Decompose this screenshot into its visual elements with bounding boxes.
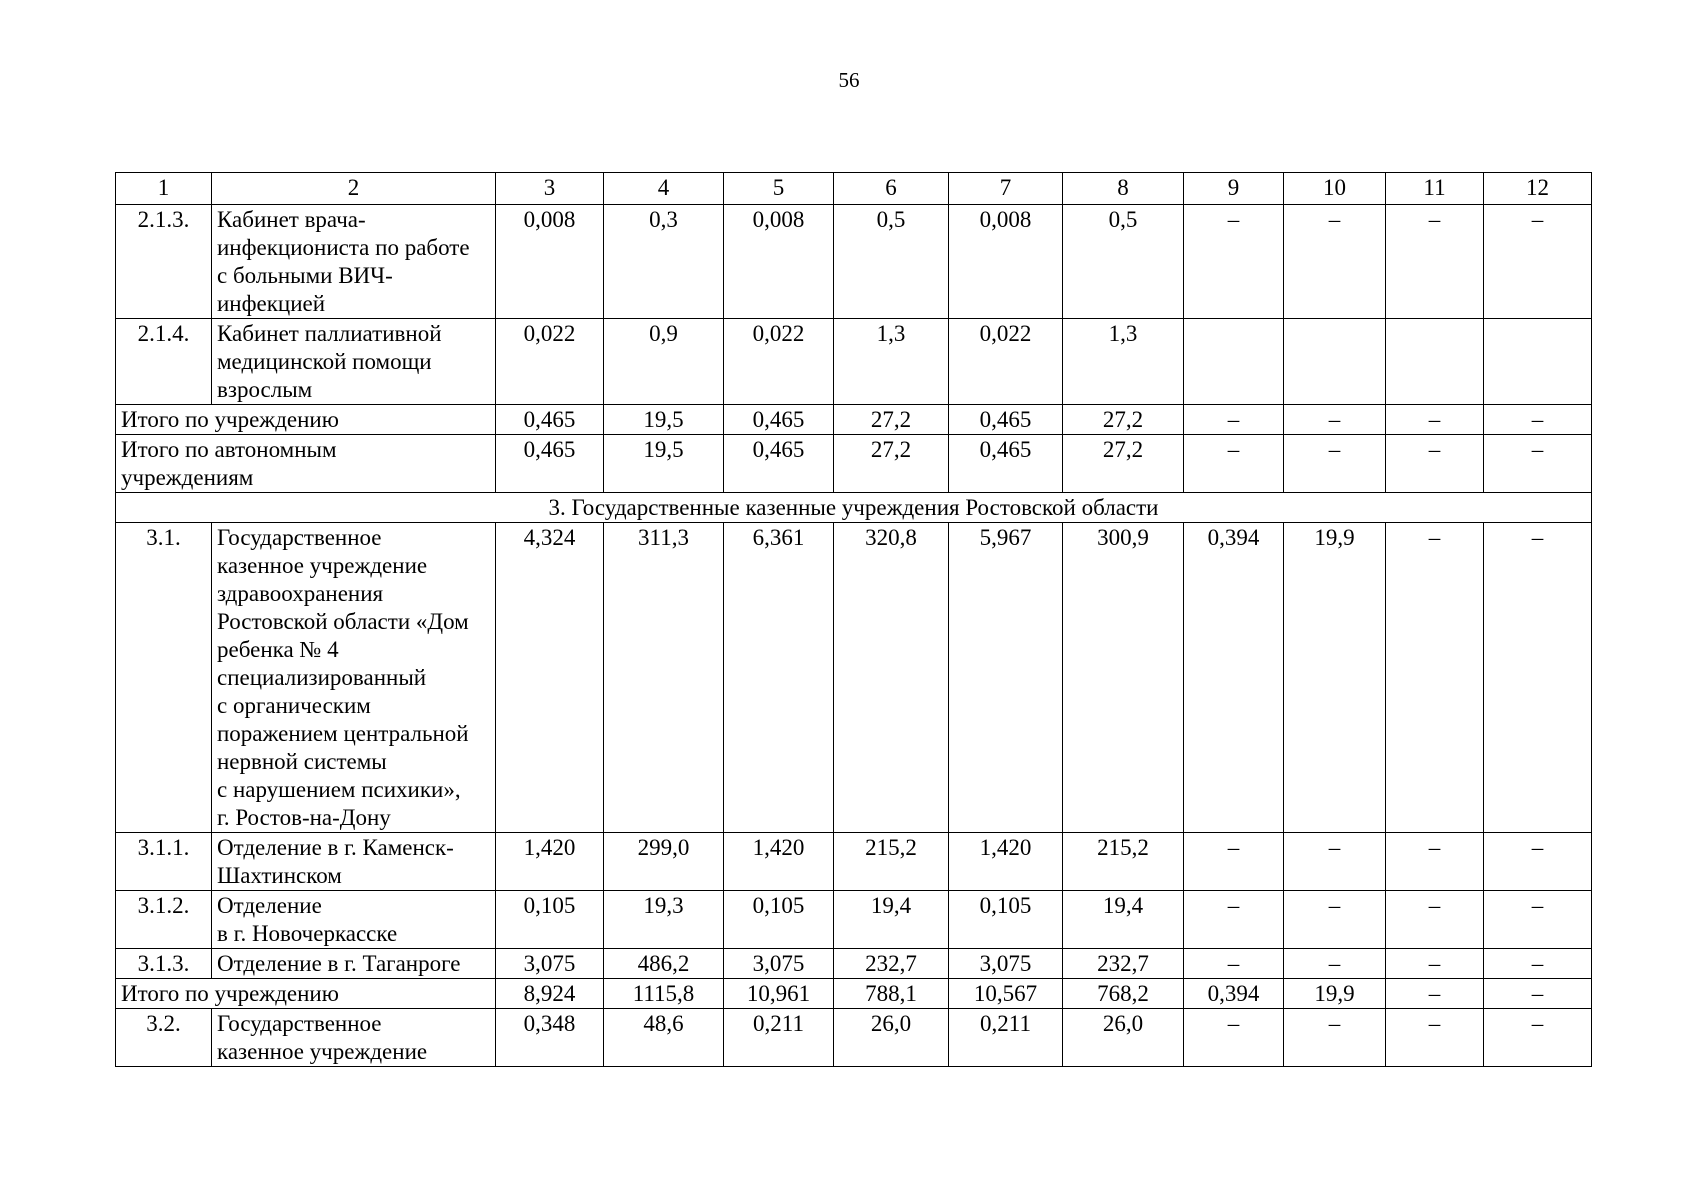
value-cell: – — [1184, 435, 1284, 493]
value-cell: 0,465 — [724, 435, 834, 493]
table-row — [116, 319, 1592, 405]
value-cell: 0,022 — [949, 319, 1063, 405]
value-cell: – — [1184, 405, 1284, 435]
value-cell: 8,924 — [496, 979, 604, 1009]
row-name: Кабинет врача- инфекциониста по работе с больными ВИЧ- инфекцией — [212, 205, 496, 319]
header-cell: 11 — [1386, 173, 1484, 205]
value-cell: 27,2 — [834, 435, 949, 493]
value-cell: 0,008 — [949, 205, 1063, 319]
value-cell: 4,324 — [496, 523, 604, 833]
value-cell: 27,2 — [1063, 405, 1184, 435]
value-cell: 0,105 — [496, 891, 604, 949]
value-cell: 19,9 — [1284, 523, 1386, 833]
value-cell: 19,5 — [604, 435, 724, 493]
table-row — [116, 523, 1592, 833]
value-cell: – — [1184, 949, 1284, 979]
value-cell: 1,420 — [724, 833, 834, 891]
row-number: 3.1. — [116, 523, 212, 833]
value-cell: 27,2 — [1063, 435, 1184, 493]
value-cell: 232,7 — [1063, 949, 1184, 979]
value-cell: – — [1184, 833, 1284, 891]
value-cell: 1,420 — [496, 833, 604, 891]
value-cell: 1115,8 — [604, 979, 724, 1009]
value-cell — [1284, 319, 1386, 405]
value-cell: 311,3 — [604, 523, 724, 833]
row-number: 3.2. — [116, 1009, 212, 1067]
value-cell — [1184, 319, 1284, 405]
section-row — [116, 493, 1592, 523]
value-cell: 0,211 — [949, 1009, 1063, 1067]
value-cell: – — [1184, 1009, 1284, 1067]
row-number: 3.1.3. — [116, 949, 212, 979]
header-cell: 3 — [496, 173, 604, 205]
value-cell: 0,465 — [496, 405, 604, 435]
value-cell: – — [1386, 523, 1484, 833]
header-cell: 6 — [834, 173, 949, 205]
row-name: Отделение в г. Каменск- Шахтинском — [212, 833, 496, 891]
value-cell: 300,9 — [1063, 523, 1184, 833]
value-cell: 232,7 — [834, 949, 949, 979]
total-row — [116, 435, 1592, 493]
value-cell: 0,105 — [724, 891, 834, 949]
value-cell: 19,4 — [834, 891, 949, 949]
value-cell: – — [1284, 405, 1386, 435]
total-label: Итого по учреждению — [116, 405, 496, 435]
total-row — [116, 405, 1592, 435]
value-cell: 26,0 — [1063, 1009, 1184, 1067]
value-cell: 0,348 — [496, 1009, 604, 1067]
value-cell: 48,6 — [604, 1009, 724, 1067]
table-header-row — [116, 173, 1592, 205]
value-cell: 0,5 — [1063, 205, 1184, 319]
value-cell: – — [1284, 1009, 1386, 1067]
value-cell: – — [1484, 523, 1592, 833]
table-row — [116, 891, 1592, 949]
value-cell: – — [1484, 205, 1592, 319]
value-cell: – — [1484, 405, 1592, 435]
value-cell: 26,0 — [834, 1009, 949, 1067]
value-cell: 19,4 — [1063, 891, 1184, 949]
row-number: 2.1.3. — [116, 205, 212, 319]
value-cell: 0,5 — [834, 205, 949, 319]
data-table — [115, 172, 1592, 1067]
value-cell: 320,8 — [834, 523, 949, 833]
value-cell: 10,567 — [949, 979, 1063, 1009]
total-row — [116, 979, 1592, 1009]
value-cell: 0,105 — [949, 891, 1063, 949]
table-row — [116, 949, 1592, 979]
row-name: Государственное казенное учреждение — [212, 1009, 496, 1067]
header-cell: 7 — [949, 173, 1063, 205]
row-name: Отделение в г. Таганроге — [212, 949, 496, 979]
header-cell: 4 — [604, 173, 724, 205]
table-row — [116, 1009, 1592, 1067]
header-cell: 2 — [212, 173, 496, 205]
row-number: 3.1.2. — [116, 891, 212, 949]
value-cell: 0,008 — [496, 205, 604, 319]
value-cell: – — [1184, 205, 1284, 319]
value-cell: – — [1386, 891, 1484, 949]
header-cell: 10 — [1284, 173, 1386, 205]
value-cell: 788,1 — [834, 979, 949, 1009]
value-cell: – — [1386, 405, 1484, 435]
table-row — [116, 205, 1592, 319]
value-cell: 19,5 — [604, 405, 724, 435]
value-cell: – — [1284, 833, 1386, 891]
value-cell: – — [1484, 833, 1592, 891]
value-cell: – — [1484, 891, 1592, 949]
value-cell: 0,465 — [724, 405, 834, 435]
row-number: 3.1.1. — [116, 833, 212, 891]
value-cell: 27,2 — [834, 405, 949, 435]
value-cell: 299,0 — [604, 833, 724, 891]
value-cell: – — [1484, 949, 1592, 979]
total-label: Итого по автономным учреждениям — [116, 435, 496, 493]
value-cell: 0,394 — [1184, 979, 1284, 1009]
value-cell: 0,394 — [1184, 523, 1284, 833]
header-cell: 1 — [116, 173, 212, 205]
value-cell: – — [1484, 1009, 1592, 1067]
value-cell: – — [1284, 949, 1386, 979]
value-cell: 5,967 — [949, 523, 1063, 833]
value-cell: – — [1386, 1009, 1484, 1067]
value-cell: 0,022 — [724, 319, 834, 405]
header-cell: 9 — [1184, 173, 1284, 205]
row-number: 2.1.4. — [116, 319, 212, 405]
header-cell: 12 — [1484, 173, 1592, 205]
value-cell: 19,9 — [1284, 979, 1386, 1009]
value-cell: 768,2 — [1063, 979, 1184, 1009]
value-cell: – — [1386, 833, 1484, 891]
value-cell: – — [1284, 891, 1386, 949]
value-cell: 0,465 — [949, 435, 1063, 493]
value-cell: 0,022 — [496, 319, 604, 405]
row-name: Государственное казенное учреждение здравоохранения Ростовской области «Дом ребенка № 4 специализированный с органическим поражением центральной нервной системы с нарушением психики», г. Ростов-на-Дону — [212, 523, 496, 833]
value-cell: 0,9 — [604, 319, 724, 405]
value-cell: – — [1386, 205, 1484, 319]
value-cell: 0,211 — [724, 1009, 834, 1067]
value-cell — [1386, 319, 1484, 405]
value-cell: 1,3 — [834, 319, 949, 405]
header-cell: 8 — [1063, 173, 1184, 205]
value-cell: – — [1184, 891, 1284, 949]
total-label: Итого по учреждению — [116, 979, 496, 1009]
value-cell: 215,2 — [1063, 833, 1184, 891]
page-number: 56 — [838, 68, 860, 92]
value-cell: 3,075 — [949, 949, 1063, 979]
value-cell: – — [1484, 979, 1592, 1009]
value-cell: – — [1284, 205, 1386, 319]
value-cell: – — [1386, 949, 1484, 979]
value-cell: 1,420 — [949, 833, 1063, 891]
value-cell: 0,465 — [949, 405, 1063, 435]
value-cell: 6,361 — [724, 523, 834, 833]
value-cell: – — [1284, 435, 1386, 493]
table-row — [116, 833, 1592, 891]
section-title: 3. Государственные казенные учреждения Ростовской области — [116, 493, 1592, 523]
value-cell: 1,3 — [1063, 319, 1184, 405]
value-cell: 0,3 — [604, 205, 724, 319]
value-cell — [1484, 319, 1592, 405]
value-cell: 10,961 — [724, 979, 834, 1009]
value-cell: – — [1386, 435, 1484, 493]
value-cell: 0,008 — [724, 205, 834, 319]
value-cell: 19,3 — [604, 891, 724, 949]
value-cell: 486,2 — [604, 949, 724, 979]
value-cell: 3,075 — [724, 949, 834, 979]
header-cell: 5 — [724, 173, 834, 205]
value-cell: – — [1484, 435, 1592, 493]
value-cell: 3,075 — [496, 949, 604, 979]
value-cell: 0,465 — [496, 435, 604, 493]
row-name: Отделение в г. Новочеркасске — [212, 891, 496, 949]
value-cell: 215,2 — [834, 833, 949, 891]
row-name: Кабинет паллиативной медицинской помощи взрослым — [212, 319, 496, 405]
value-cell: – — [1386, 979, 1484, 1009]
